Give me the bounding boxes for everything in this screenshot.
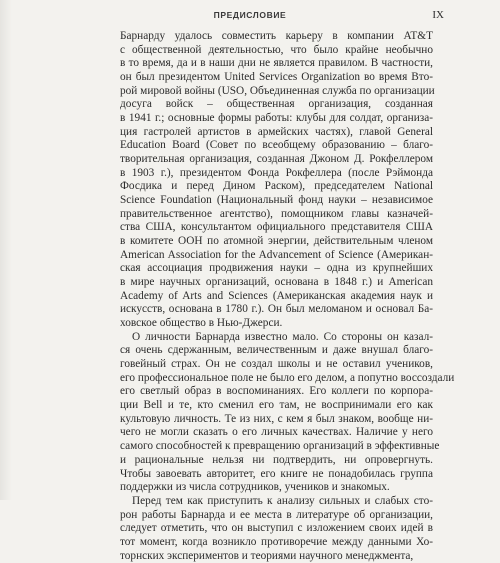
text-line: ская ассоциация продвижения науки – одна из крупнейших (120, 262, 433, 275)
text-line: тот момент, когда возникло противоречие между данными Хо- (120, 535, 433, 548)
text-line: Education Board (Совет по всеобщему образованию – благо- (120, 139, 433, 152)
text-line: О личности Барнарда известно мало. Со стороны он казал- (132, 330, 433, 343)
text-line: следует отметить, что он выступил с изложением своих идей в (120, 522, 433, 535)
body-text (120, 30, 455, 563)
text-line: его профессиональное поле не было его делом, а попутно воссоздали (120, 371, 455, 384)
running-head (0, 10, 500, 24)
text-line: его светлый образ в воспоминаниях. Его коллеги по корпора- (120, 385, 433, 398)
text-line: культовую личность. Те из них, с кем я был знаком, вообще ни- (120, 412, 433, 425)
text-line: досуга войск – общественная организация, созданная (120, 98, 433, 111)
text-line: торнских экспериментов и теориями научного менеджмента, (120, 549, 414, 562)
text-line: самого способностей к превращению организаций в эффективные (120, 440, 440, 453)
paragraph (120, 330, 455, 495)
text-line: Перед тем как приступить к анализу сильных и слабых сто- (132, 494, 433, 507)
paragraph (120, 495, 433, 563)
text-line: рой мировой войны (USO, Объединенная служба по организации (120, 84, 435, 97)
text-line: ции Bell и те, кто сменил его там, не воспринимали его как (120, 399, 433, 412)
page-edge-shadow (0, 0, 12, 500)
text-line: Фосдика и перед Дином Раском), председателем National (120, 180, 433, 193)
text-line: в комитете ООН по атомной энергии, действительным членом (120, 235, 433, 248)
text-line: рон работы Барнарда и ее места в литературе об организации, (120, 508, 433, 521)
running-title: ПРЕДИСЛОВИЕ (213, 10, 287, 20)
text-line: искусств, основана в 1780 г.). Он был меломаном и основал Ба- (120, 303, 433, 316)
text-line: в 1903 г.), президентом Фонда Рокфеллера (после Рэймонда (120, 166, 433, 179)
paragraph (120, 30, 433, 331)
text-line: чего не могли сказать о его личных качествах. Наличие у него (120, 426, 433, 439)
text-line: Чтобы завоевать авторитет, его книге не понадобилась группа (120, 467, 433, 480)
text-line: American Association for the Advancement of Science (Американ- (120, 248, 433, 261)
text-line: ства США, консультантом официального представителя США (120, 221, 433, 234)
text-line: в 1941 г.; основные формы работы: клубы для солдат, организа- (120, 112, 433, 125)
text-line: в то время, да и в наши дни не является правилом. В частности, (120, 57, 433, 70)
text-line: правительственное агентство), помощником главы казначей- (120, 207, 433, 220)
text-line: поддержки из числа сотрудников, учеников и знакомых. (120, 481, 390, 494)
text-line: творительная организация, созданная Джоном Д. Рокфеллером (120, 153, 433, 166)
text-line: ция гастролей артистов в армейских частях), главой General (120, 125, 433, 138)
text-line: говейный страх. Он не создал школы и не оставил учеников, (120, 358, 433, 371)
text-line: Academy of Arts and Sciences (Американская академия наук и (120, 289, 433, 302)
page-number: IX (432, 9, 444, 21)
text-line: в мире научных организаций, основана в 1848 г.) и American (120, 276, 433, 289)
text-line: ховское общество в Нью-Джерси. (120, 317, 283, 330)
text-line: Барнарду удалось совместить карьеру в компании AT&T (120, 30, 433, 42)
text-line: с общественной деятельностью, что было крайне необычно (120, 43, 433, 56)
text-line: он был президентом United Services Organization во время Вто- (120, 71, 433, 84)
text-line: Science Foundation (Национальный фонд науки – независимое (120, 194, 433, 207)
text-line: ся очень сдержанным, величественным и даже внушал благо- (120, 344, 433, 357)
text-line: и рациональные нельзя ни подтвердить, ни опровергнуть. (120, 453, 433, 466)
